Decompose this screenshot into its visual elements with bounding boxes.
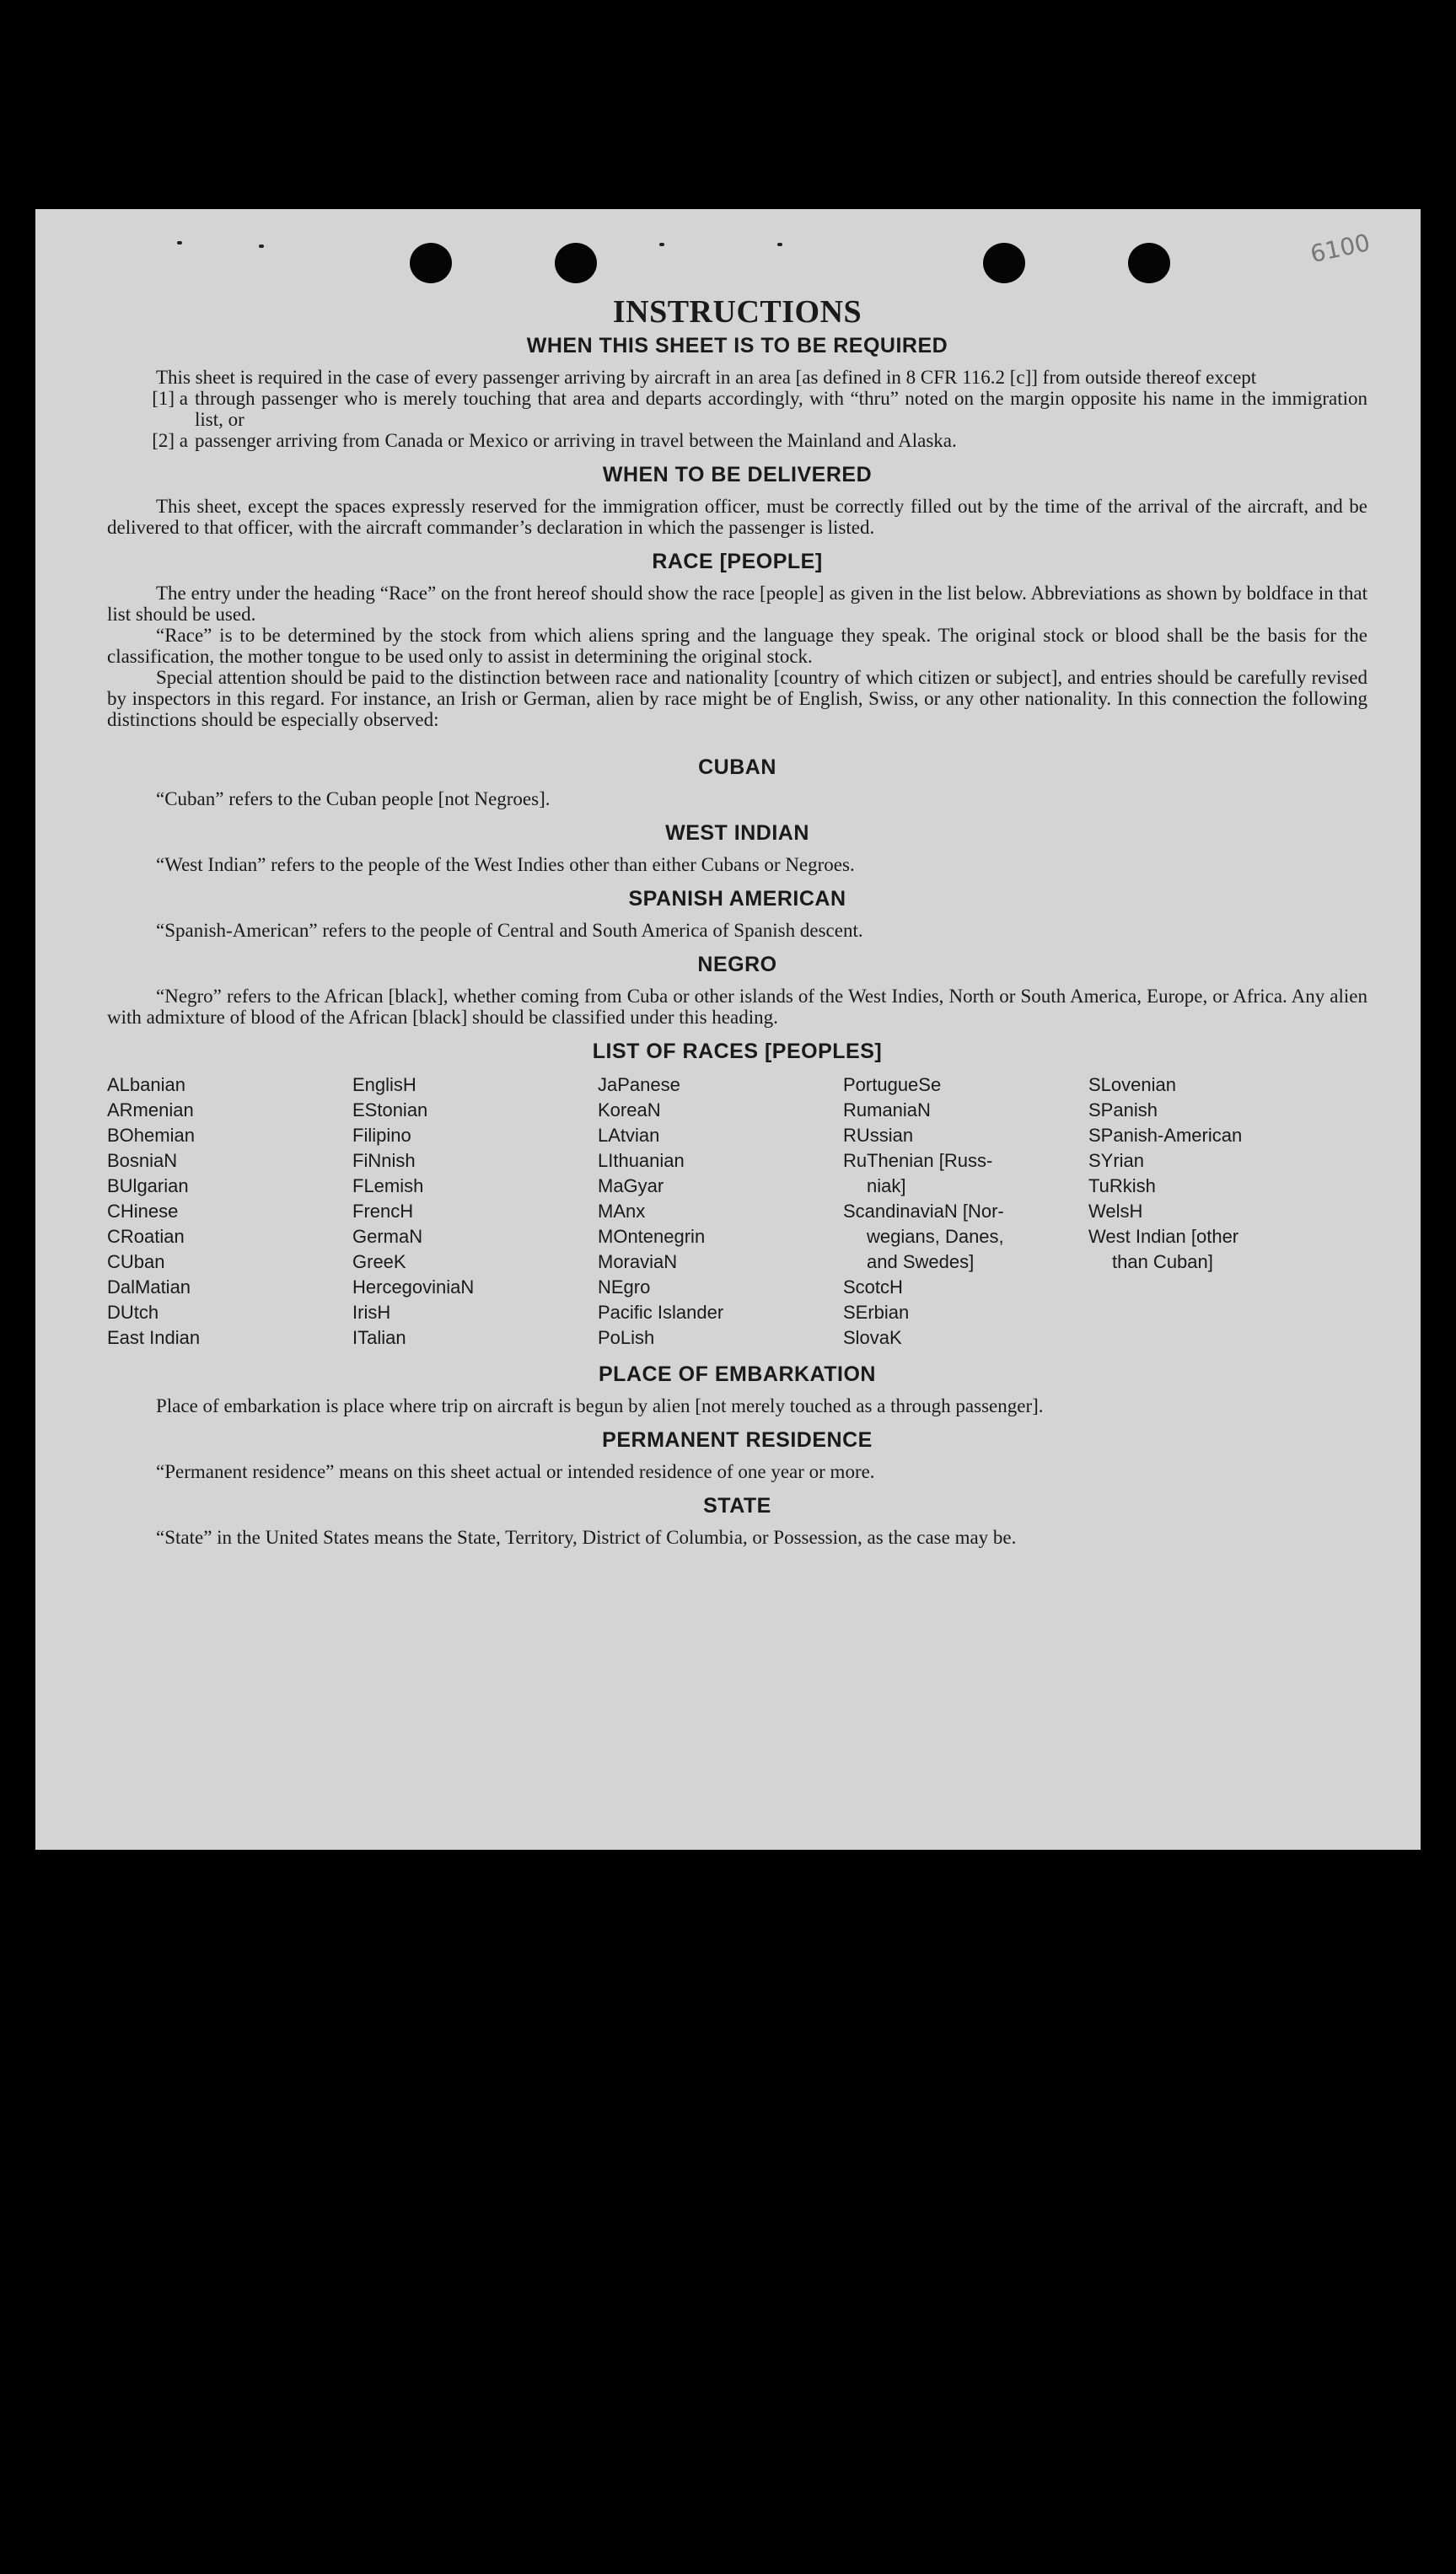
residence-text: “Permanent residence” means on this sheet actual or intended residence of one year or more. bbox=[156, 1461, 875, 1482]
race-entry: RUssian bbox=[843, 1125, 914, 1146]
punch-hole bbox=[983, 243, 1025, 283]
race-entry-continued: than Cuban] bbox=[1112, 1251, 1213, 1272]
races-column bbox=[598, 1072, 843, 1351]
races-column bbox=[352, 1072, 598, 1351]
heading-when-required: WHEN THIS SHEET IS TO BE REQUIRED bbox=[526, 334, 948, 357]
race-entry: ITalian bbox=[352, 1327, 406, 1348]
race-entry: HercegoviniaN bbox=[352, 1276, 475, 1298]
race-entry: DUtch bbox=[107, 1302, 159, 1323]
race-entry-continued: wegians, Danes, bbox=[867, 1226, 1004, 1247]
race-entry: SlovaK bbox=[843, 1327, 902, 1348]
race-entry: PoLish bbox=[598, 1327, 655, 1348]
embarkation-text: Place of embarkation is place where trip on aircraft is begun by alien [not merely touched as a through passenger]. bbox=[156, 1395, 1044, 1416]
race-entry: SPanish-American bbox=[1088, 1125, 1243, 1146]
heading-race: RACE [PEOPLE] bbox=[652, 550, 823, 573]
race-entry: ScotcH bbox=[843, 1276, 903, 1298]
race-entry: NEgro bbox=[598, 1276, 651, 1298]
instructions-body bbox=[107, 293, 1367, 1548]
race-entry: LIthuanian bbox=[598, 1150, 685, 1171]
heading-residence: PERMANENT RESIDENCE bbox=[602, 1428, 873, 1452]
ink-speck bbox=[777, 243, 782, 246]
heading-west-indian: WEST INDIAN bbox=[665, 821, 809, 845]
heading-races-list: LIST OF RACES [PEOPLES] bbox=[592, 1040, 883, 1063]
race-entry: SLovenian bbox=[1088, 1074, 1176, 1095]
race-paragraph-1: The entry under the heading “Race” on the front hereof should show the race [people] as given in the list below. Abbreviations as shown by boldface in that list should be used. bbox=[107, 583, 1367, 625]
race-entry: RuThenian [Russ- bbox=[843, 1150, 993, 1171]
race-entry: MoraviaN bbox=[598, 1251, 678, 1272]
race-entry: ALbanian bbox=[107, 1074, 185, 1095]
exception-number: [1] a bbox=[152, 388, 188, 409]
race-entry: ARmenian bbox=[107, 1099, 194, 1120]
race-entry: FrencH bbox=[352, 1201, 414, 1222]
when-required-intro: This sheet is required in the case of every passenger arriving by aircraft in an area [as defined in 8 CFR 116.2 [c]] from outside thereof except bbox=[156, 367, 1257, 388]
cuban-text: “Cuban” refers to the Cuban people [not Negroes]. bbox=[156, 788, 551, 809]
document-sheet bbox=[35, 209, 1421, 1850]
race-entry: MaGyar bbox=[598, 1175, 664, 1196]
race-entry: FiNnish bbox=[352, 1150, 416, 1171]
heading-when-delivered: WHEN TO BE DELIVERED bbox=[602, 463, 873, 486]
race-entry: Pacific Islander bbox=[598, 1302, 724, 1323]
race-entry: East Indian bbox=[107, 1327, 201, 1348]
west-indian-text: “West Indian” refers to the people of the West Indies other than either Cubans or Negroes. bbox=[156, 854, 855, 875]
heading-state: STATE bbox=[703, 1494, 771, 1518]
margin-note: 6100 bbox=[1308, 228, 1373, 269]
race-entry: GermaN bbox=[352, 1226, 423, 1247]
race-entry-continued: niak] bbox=[867, 1175, 906, 1196]
ink-speck bbox=[659, 243, 664, 246]
exception-item bbox=[107, 430, 1367, 451]
heading-cuban: CUBAN bbox=[698, 755, 776, 779]
race-entry: IrisH bbox=[352, 1302, 391, 1323]
negro-text: “Negro” refers to the African [black], whether coming from Cuba or other islands of the West Indies, North or South America, Europe, or Africa. Any alien with admixture of blood of the African [black] should be classified under this heading. bbox=[107, 986, 1367, 1028]
punch-hole bbox=[555, 243, 597, 283]
race-entry: JaPanese bbox=[598, 1074, 680, 1095]
race-entry: Filipino bbox=[352, 1125, 411, 1146]
race-entry: BOhemian bbox=[107, 1125, 195, 1146]
race-paragraph-2: “Race” is to be determined by the stock from which aliens spring and the language they speak. The original stock or blood shall be the basis for the classification, the mother tongue to be used only to assist in determining the original stock. bbox=[107, 625, 1367, 667]
ink-speck bbox=[177, 241, 182, 245]
exception-text: passenger arriving from Canada or Mexico or arriving in travel between the Mainland and Alaska. bbox=[195, 430, 957, 451]
exception-text: through passenger who is merely touching that area and departs accordingly, with “thru” noted on the margin opposite his name in the immigration list, or bbox=[195, 388, 1367, 430]
document-title: INSTRUCTIONS bbox=[612, 294, 862, 330]
race-entry: ScandinaviaN [Nor- bbox=[843, 1201, 1004, 1222]
race-entry: TuRkish bbox=[1088, 1175, 1156, 1196]
exception-number: [2] a bbox=[152, 430, 188, 451]
race-paragraph-3: Special attention should be paid to the distinction between race and nationality [country of which citizen or subject], and entries should be carefully revised by inspectors in this regard. For instance, an Irish or German, alien by race might be of English, Swiss, or any other nationality. In this connection the following distinctions should be especially observed: bbox=[107, 667, 1367, 730]
race-entry: SYrian bbox=[1088, 1150, 1145, 1171]
race-entry: LAtvian bbox=[598, 1125, 660, 1146]
race-entry: WelsH bbox=[1088, 1201, 1143, 1222]
race-entry: CUban bbox=[107, 1251, 165, 1272]
race-entry: BosniaN bbox=[107, 1150, 178, 1171]
race-entry: SErbian bbox=[843, 1302, 910, 1323]
races-list bbox=[107, 1072, 1367, 1351]
races-column bbox=[843, 1072, 1088, 1351]
race-entry: CRoatian bbox=[107, 1226, 185, 1247]
exception-item bbox=[107, 388, 1367, 430]
race-entry: BUlgarian bbox=[107, 1175, 189, 1196]
race-entry: EnglisH bbox=[352, 1074, 416, 1095]
races-column bbox=[107, 1072, 352, 1351]
race-entry: DalMatian bbox=[107, 1276, 191, 1298]
races-column bbox=[1088, 1072, 1367, 1351]
race-entry: SPanish bbox=[1088, 1099, 1158, 1120]
heading-spanish-american: SPANISH AMERICAN bbox=[628, 887, 846, 911]
race-entry: KoreaN bbox=[598, 1099, 661, 1120]
race-entry: MAnx bbox=[598, 1201, 646, 1222]
race-entry: FLemish bbox=[352, 1175, 424, 1196]
race-entry-continued: and Swedes] bbox=[867, 1251, 975, 1272]
race-entry: EStonian bbox=[352, 1099, 428, 1120]
when-delivered-text: This sheet, except the spaces expressly reserved for the immigration officer, must be correctly filled out by the time of the arrival of the aircraft, and be delivered to that officer, with the aircraft commander’s declaration in which the passenger is listed. bbox=[107, 496, 1367, 538]
race-entry: CHinese bbox=[107, 1201, 179, 1222]
spanish-american-text: “Spanish-American” refers to the people of Central and South America of Spanish descent. bbox=[156, 920, 863, 941]
heading-embarkation: PLACE OF EMBARKATION bbox=[599, 1362, 876, 1386]
race-entry: RumaniaN bbox=[843, 1099, 931, 1120]
race-entry: MOntenegrin bbox=[598, 1226, 706, 1247]
punch-hole bbox=[410, 243, 452, 283]
race-entry: GreeK bbox=[352, 1251, 406, 1272]
punch-hole bbox=[1128, 243, 1170, 283]
ink-speck bbox=[259, 245, 264, 248]
heading-negro: NEGRO bbox=[697, 953, 777, 976]
race-entry: West Indian [other bbox=[1088, 1226, 1239, 1247]
state-text: “State” in the United States means the State, Territory, District of Columbia, or Possession, as the case may be. bbox=[156, 1527, 1017, 1548]
race-entry: PortugueSe bbox=[843, 1074, 942, 1095]
